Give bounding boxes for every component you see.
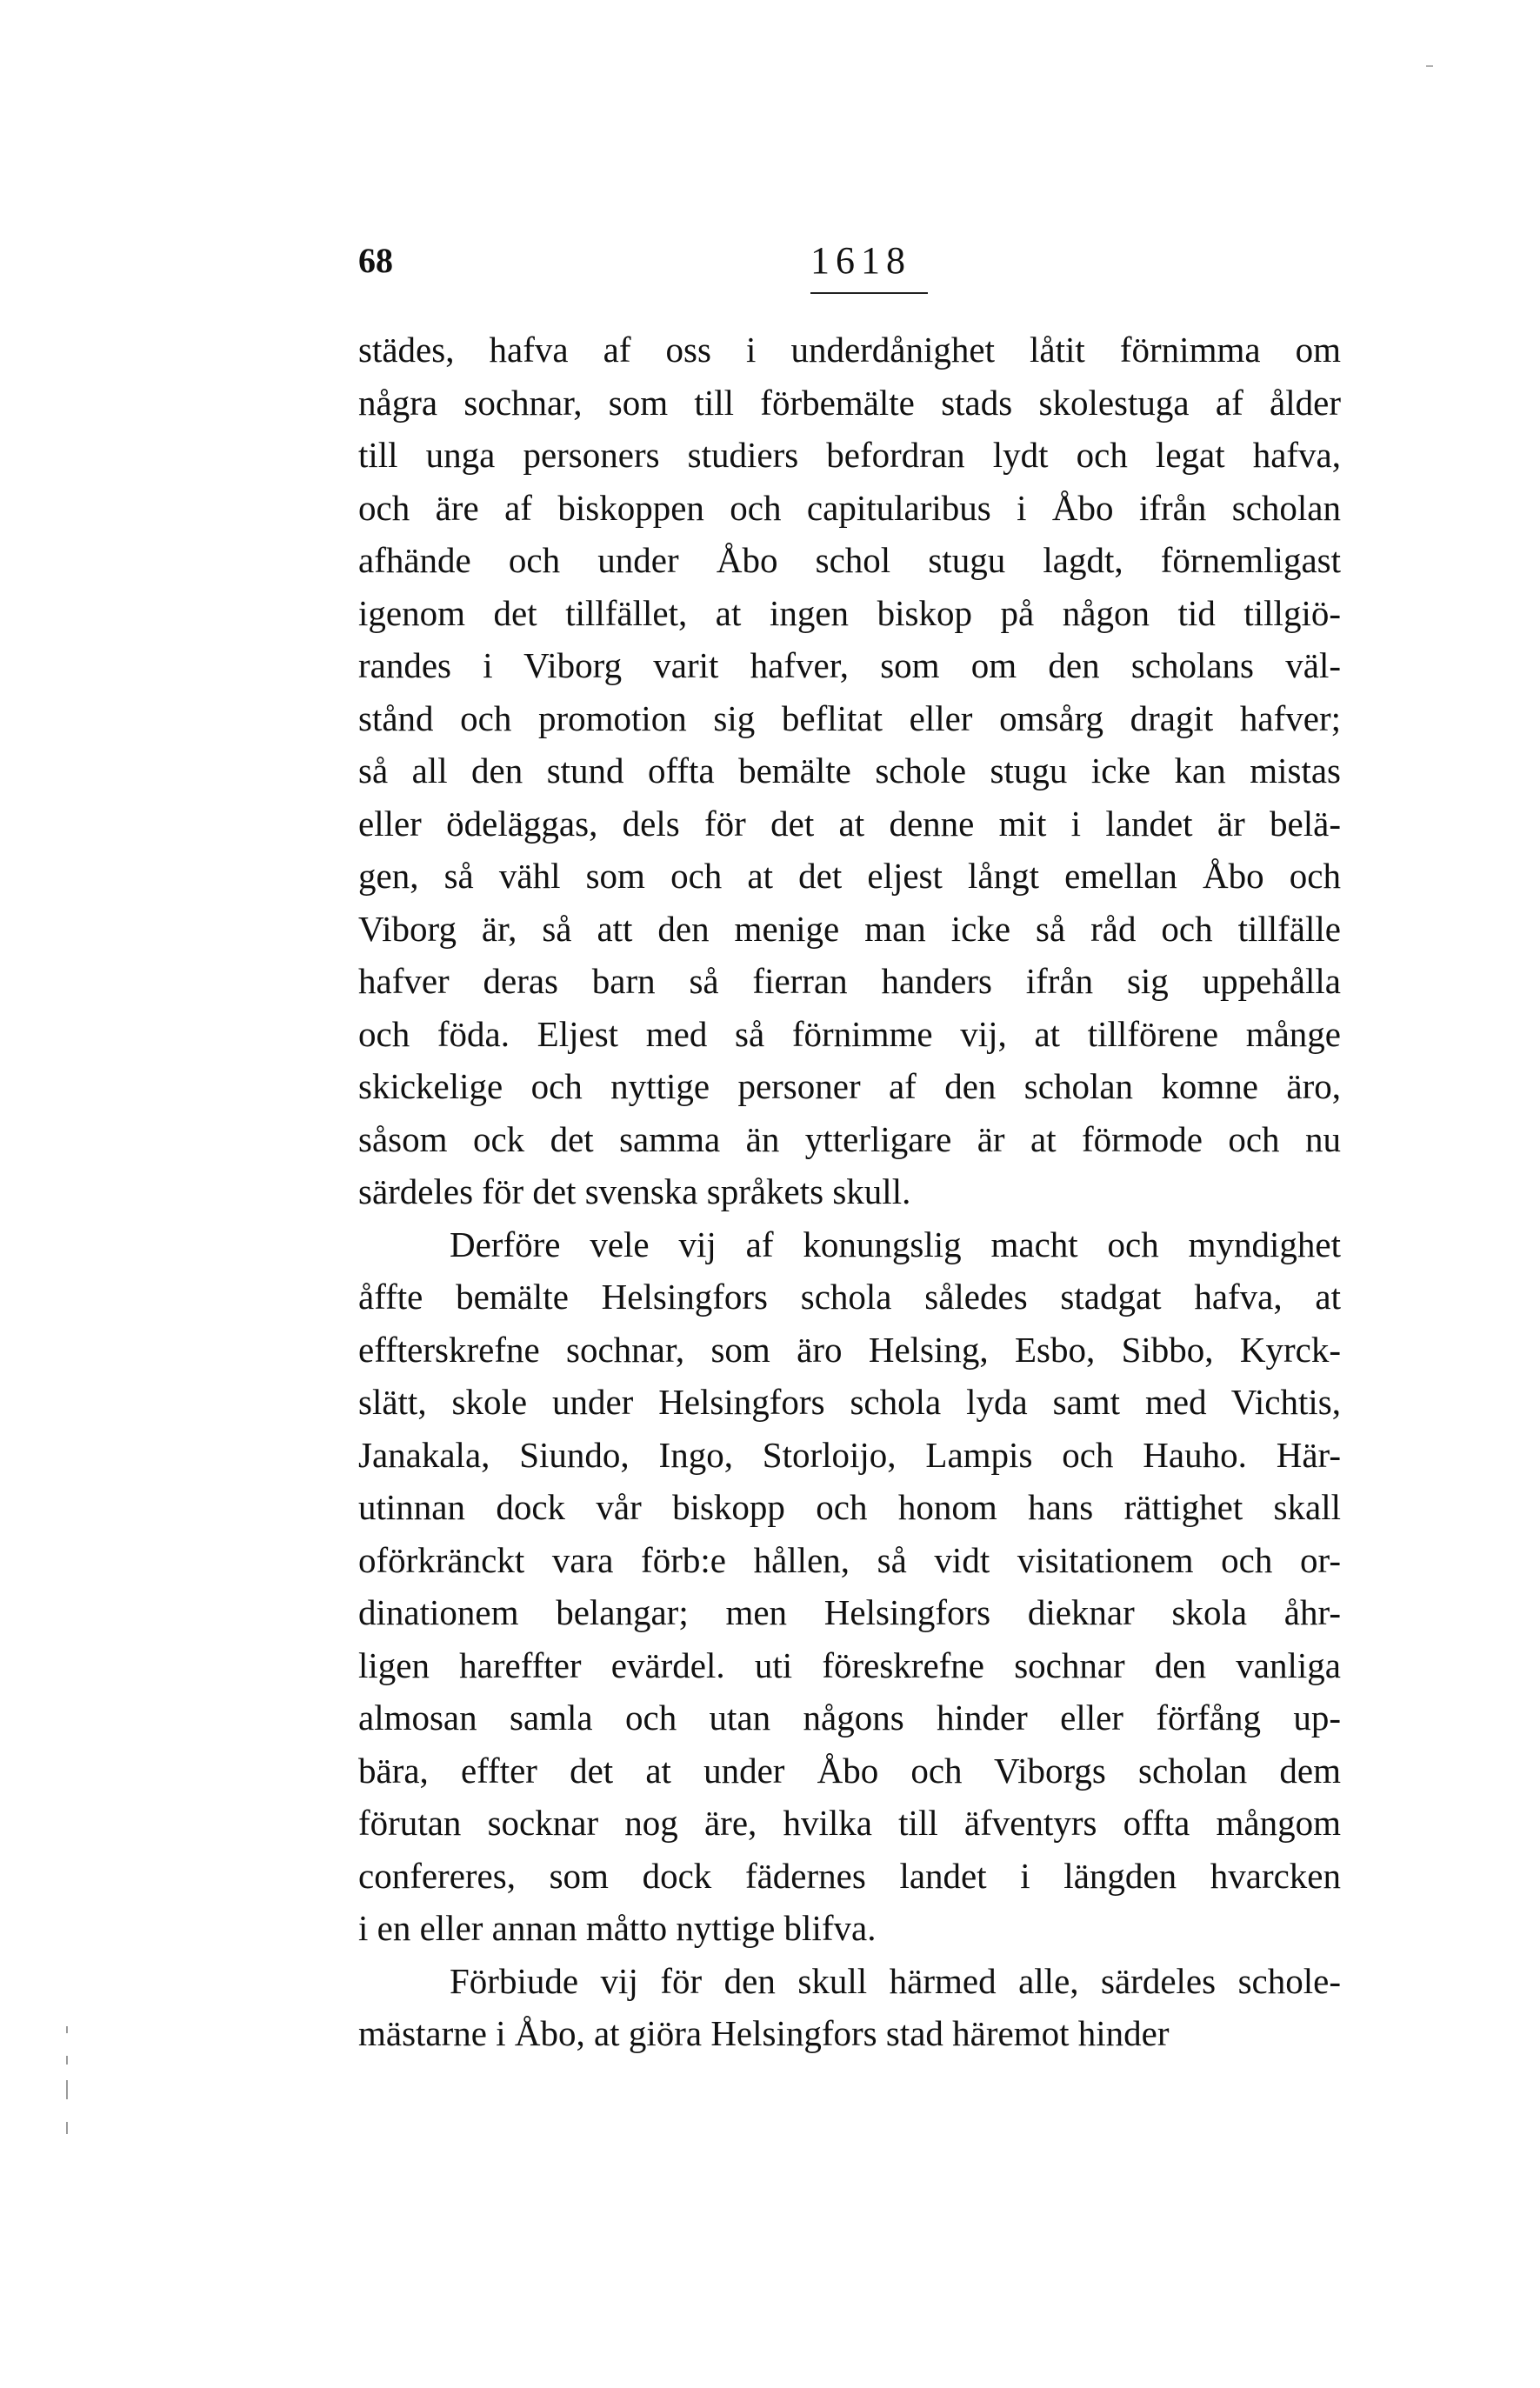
text-line: almosan samla och utan någons hinder eller förfång up- xyxy=(358,1698,1341,1738)
text-line: Derföre vele vij af konungslig macht och myndighet xyxy=(450,1224,1341,1264)
text-line: oförkränckt vara förb:e hållen, så vidt visitationem och or- xyxy=(358,1539,1341,1580)
margin-scan-marks xyxy=(66,2026,70,2148)
text-line: effterskrefne sochnar, som äro Helsing, Esbo, Sibbo, Kyrck- xyxy=(358,1329,1341,1370)
text-line: åffte bemälte Helsingfors schola således stadgat hafva, at xyxy=(358,1277,1341,1317)
text-line: dinationem belangar; men Helsingfors dieknar skola åhr- xyxy=(358,1592,1341,1632)
paragraph xyxy=(358,1218,1341,1955)
text-line: eller ödeläggas, dels för det at denne mit i landet är belä- xyxy=(358,803,1341,844)
text-line: utinnan dock vår biskopp och honom hans rättighet skall xyxy=(358,1487,1341,1527)
running-head-year: 1618 xyxy=(810,239,911,282)
text-line: städes, hafva af oss i underdånighet låtit förnimma om xyxy=(358,330,1341,370)
text-line: randes i Viborg varit hafver, som om den scholans väl- xyxy=(358,645,1341,685)
text-line: slätt, skole under Helsingfors schola lyda samt med Vichtis, xyxy=(358,1382,1341,1422)
text-line: några sochnar, som till förbemälte stads skolestuga af ålder xyxy=(358,382,1341,423)
text-line: igenom det tillfället, at ingen biskop på någon tid tillgiö- xyxy=(358,592,1341,633)
text-line: Förbiude vij för den skull härmed alle, särdeles schole- xyxy=(450,1960,1341,2001)
paragraph xyxy=(358,1955,1341,2060)
text-line: särdeles för det svenska språkets skull. xyxy=(358,1171,911,1211)
text-line: Janakala, Siundo, Ingo, Storloijo, Lampis och Hauho. Här- xyxy=(358,1434,1341,1475)
text-line: Viborg är, så att den menige man icke så råd och tillfälle xyxy=(358,908,1341,949)
text-line: så all den stund offta bemälte schole stugu icke kan mistas xyxy=(358,750,1341,790)
text-line: och föda. Eljest med så förnimme vij, at tillförene månge xyxy=(358,1013,1341,1054)
page-number: 68 xyxy=(358,241,393,280)
text-line: och äre af biskoppen och capitularibus i Åbo ifrån scholan xyxy=(358,487,1341,528)
paragraph xyxy=(358,324,1341,1218)
text-line: mästarne i Åbo, at giöra Helsingfors stad häremot hinder xyxy=(358,2013,1170,2053)
text-line: stånd och promotion sig beflitat eller omsårg dragit hafver; xyxy=(358,697,1341,738)
text-line: confereres, som dock fädernes landet i längden hvarcken xyxy=(358,1855,1341,1896)
body-text xyxy=(358,324,1341,2060)
text-line: förutan socknar nog äre, hvilka till äfventyrs offta mångom xyxy=(358,1803,1341,1843)
text-line: hafver deras barn så fierran handers ifrån sig uppehålla xyxy=(358,961,1341,1001)
page-header xyxy=(358,235,1341,296)
text-line: afhände och under Åbo schol stugu lagdt, förnemligast xyxy=(358,540,1341,580)
text-line: skickelige och nyttige personer af den scholan komne äro, xyxy=(358,1066,1341,1106)
text-line: i en eller annan måtto nyttige blifva. xyxy=(358,1908,877,1948)
text-line: såsom ock det samma än ytterligare är at förmode och nu xyxy=(358,1118,1341,1159)
text-line: bära, effter det at under Åbo och Viborgs scholan dem xyxy=(358,1750,1341,1791)
scan-mark xyxy=(1426,65,1433,67)
text-line: ligen hareffter evärdel. uti föreskrefne sochnar den vanliga xyxy=(358,1644,1341,1685)
header-underline xyxy=(810,292,928,294)
text-line: till unga personers studiers befordran lydt och legat hafva, xyxy=(358,435,1341,475)
text-line: gen, så vähl som och at det eljest långt emellan Åbo och xyxy=(358,856,1341,896)
